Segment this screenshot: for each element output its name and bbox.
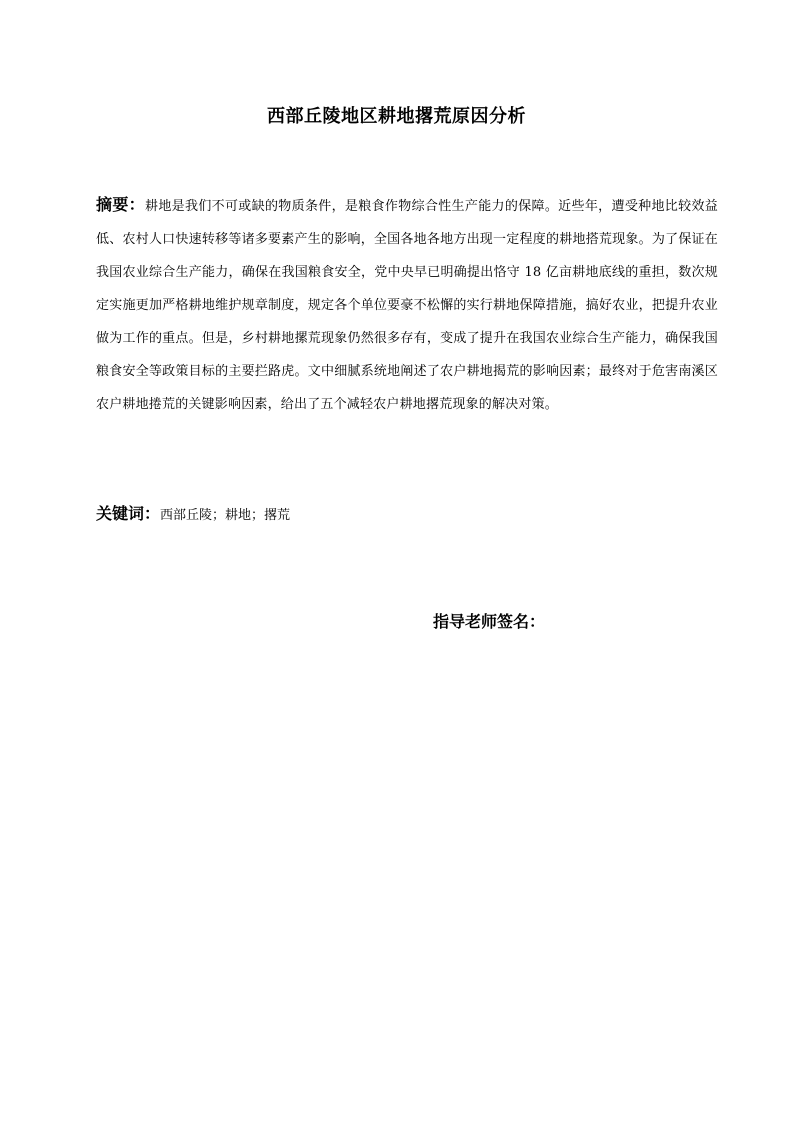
keywords-label: 关键词：: [96, 504, 161, 523]
document-title: 西部丘陵地区耕地撂荒原因分析: [267, 106, 526, 127]
keywords-text: 西部丘陵；耕地；撂荒: [160, 508, 291, 523]
keywords-section: [96, 500, 718, 530]
abstract-section: [96, 188, 718, 421]
abstract-label: 摘要：: [96, 195, 145, 214]
advisor-signature-label: 指导老师签名：: [433, 612, 546, 631]
abstract-text: 耕地是我们不可或缺的物质条件，是粮食作物综合性生产能力的保障。近些年，遭受种地比较效益低、农村人口快速转移等诸多要素产生的影响，全国各地各地方出现一定程度的耕地搭荒现象。为了保证在我国农业综合生产能力，确保在我国粮食安全，党中央早已明确提出恪守 18 亿亩耕地底线的重担，数次规定实施更加严格耕地维护规章制度，规定各个单位要豪不松懈的实行耕地保障措施，搞好农业，把提升农业做为工作的重点。但是，乡村耕地摞荒现象仍然很多存有，变成了提升在我国农业综合生产能力，确保我国粮食安全等政策目标的主要拦路虎。文中细腻系统地阐述了农户耕地揭荒的影响因素；最终对于危害南溪区农户耕地捲荒的关键影响因素，给出了五个减轻农户耕地撂荒现象的解决对策。: [96, 199, 718, 412]
